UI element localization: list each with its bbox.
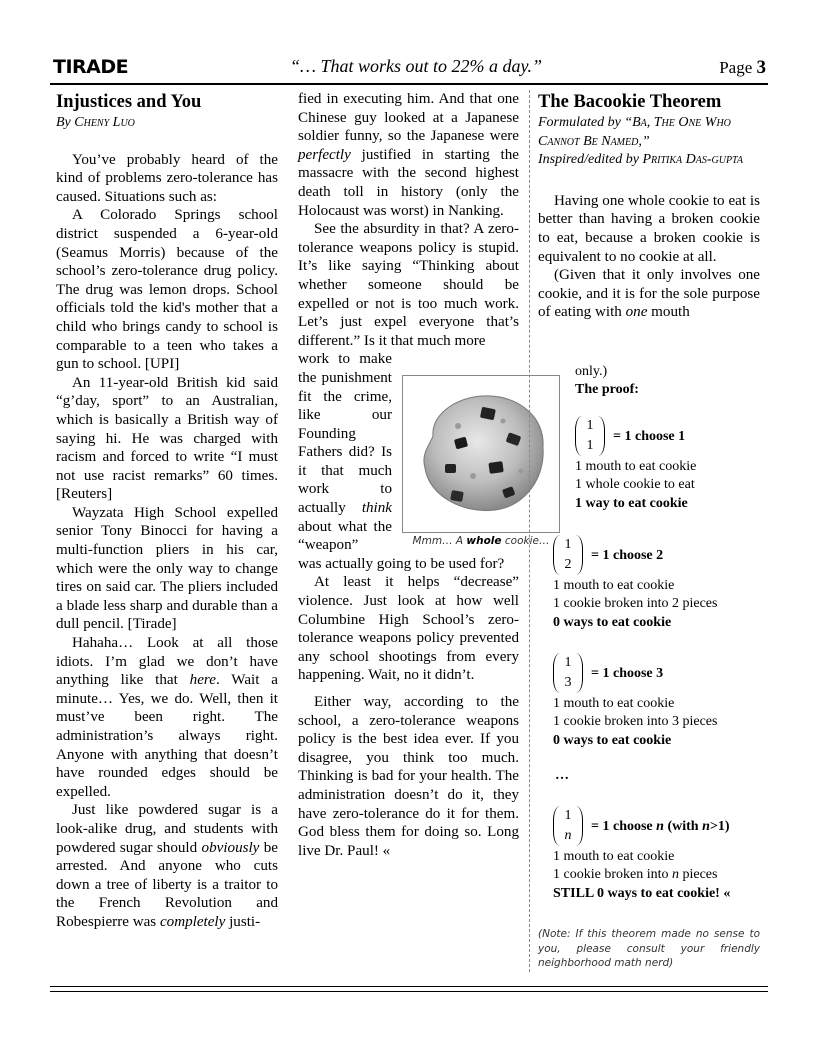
text: >1) <box>709 818 730 834</box>
page-number <box>719 57 766 79</box>
binom-top: 1 <box>564 537 572 552</box>
article-title: The Bacookie Theorem <box>538 92 722 112</box>
caption-emphasis: whole <box>466 535 502 547</box>
footer-rule <box>50 986 768 987</box>
text: . Wait a minute… Yes, we do. Well, then it must’ve been right. The administration’s always right. Anyone with anything that doesn’t have rounded edges should be expelled. <box>56 672 278 800</box>
emphasis: obviously <box>201 839 260 856</box>
article-title: Injustices and You <box>56 92 202 112</box>
byline <box>56 114 278 133</box>
proof-case-2 <box>553 535 717 632</box>
case-line: 1 cookie broken into 2 pieces <box>553 596 718 612</box>
case-line <box>553 866 730 884</box>
variable: n <box>656 818 664 834</box>
binom-top: 1 <box>564 808 572 823</box>
cookie-figure <box>402 375 560 553</box>
text: Hahaha… Look at all those idiots. I’m glad we don’t have anything like that <box>56 635 278 689</box>
figure-caption <box>402 535 560 547</box>
emphasis: one <box>625 304 648 321</box>
binom-bottom: 1 <box>586 438 594 453</box>
case-line: 1 mouth to eat cookie <box>553 696 675 711</box>
binom-bottom: 3 <box>564 675 572 690</box>
binom-bottom: n <box>564 828 572 843</box>
paragraph: At least it helps “decrease” violence. Just look at how well Columbine High School’s zero-tolerance weapons policy prevented any school shootings from every happening. Wait, no it didn’t. <box>298 574 519 684</box>
choose-result <box>591 819 730 834</box>
byline-prefix: By <box>56 115 71 130</box>
credit-prefix: Formulated by <box>538 115 625 130</box>
page-number-value: 3 <box>756 57 766 78</box>
paragraph <box>538 266 760 322</box>
case-conclusion: 0 ways to eat cookie <box>553 732 672 748</box>
case-line: 1 mouth to eat cookie <box>553 849 675 864</box>
binom-bottom: 2 <box>564 557 572 572</box>
text: Just like powdered sugar is a look-alike drug, and students with powdered sugar should <box>56 802 278 856</box>
emphasis: perfectly <box>298 146 351 163</box>
paragraph: was actually going to be used for? <box>298 555 505 572</box>
proof-case-3 <box>553 653 717 750</box>
text: justified in starting the massacre with the second highest death toll in history (only the Holocaust was worst) in Nanking. <box>298 146 519 219</box>
article-injustices-col1 <box>56 90 278 932</box>
cookie-illustration <box>403 376 559 532</box>
footer-rule <box>50 991 768 992</box>
case-line: 1 cookie broken into 3 pieces <box>553 714 718 730</box>
tagline: “… That works out to 22% a day.” <box>290 56 543 76</box>
text: justi- <box>225 913 261 930</box>
credit-edited <box>538 151 760 170</box>
text: about what the “weapon” <box>298 518 392 554</box>
emphasis: think <box>361 500 392 517</box>
variable: n <box>671 867 679 883</box>
case-conclusion: STILL 0 ways to eat cookie! « <box>553 885 731 901</box>
case-conclusion: 1 way to eat cookie <box>575 495 688 511</box>
credit-name: “Ba, The One Who Cannot Be Named,” <box>538 115 731 149</box>
paragraph: An 11-year-old British kid said “g’day, sport” to an Australian, which is basically a British way of saying hi. He was charged with racism and forced to write “I must not use racist remarks” 60 times. [Reuters] <box>56 374 278 503</box>
case-line: 1 whole cookie to eat <box>575 477 695 493</box>
credit-formulated <box>538 114 760 151</box>
text: (Given that it only involves one cookie, and it is for the sole purpose of eating with <box>538 267 760 321</box>
binomial <box>553 653 583 695</box>
credit-name: Pritika Das-gupta <box>642 152 743 168</box>
text: (with <box>663 818 703 834</box>
proof-label: The proof: <box>575 382 639 398</box>
choose-result: = 1 choose 3 <box>591 665 664 681</box>
masthead: TIRADE <box>53 56 129 78</box>
cookie-image <box>402 375 560 533</box>
text: mouth <box>647 304 690 321</box>
proof-only: only.) <box>575 364 608 379</box>
case-conclusion: 0 ways to eat cookie <box>553 614 672 630</box>
text: See the absurdity in that? A zero-tolerance weapons policy is stupid. It’s like saying “Thinking about whether someone should be expelled or not is too much work. Let’s just expel everyone that’s different.” Is it that much more <box>298 221 519 349</box>
paragraph <box>298 90 519 220</box>
paragraph: A Colorado Springs school district suspended a 6-year-old (Seamus Morris) because of the school’s zero-tolerance drug policy. The drug was lemon drops. School officials told the kid's mother that a child who brings candy to school is comparable to a teen who takes a gun to school. [UPI] <box>56 207 278 373</box>
page-header <box>50 52 768 82</box>
paragraph: Wayzata High School expelled senior Tony Binocci for having a multi-function pliers in his car, which were the only way to change tires on said car. The pliers included a blade less sharp and durable than a dull pencil. [Tirade] <box>56 504 278 633</box>
footnote: (Note: If this theorem made no sense to you, please consult your friendly neighborhood math nerd) <box>538 928 760 969</box>
caption-text: cookie… <box>501 535 550 547</box>
paragraph <box>56 634 278 801</box>
header-rule <box>50 83 768 85</box>
variable: n <box>702 818 710 834</box>
text: fied in executing him. And that one Chinese guy looked at a Japanese soldier funny, so the Japanese were <box>298 91 519 145</box>
column-divider <box>529 90 530 972</box>
choose-result: = 1 choose 2 <box>591 547 664 563</box>
emphasis: completely <box>159 913 226 930</box>
case-line: 1 mouth to eat cookie <box>553 578 675 593</box>
case-line: 1 mouth to eat cookie <box>575 459 697 474</box>
paragraph <box>56 801 278 931</box>
text: be arrested. And anyone who cuts down a tree of liberty is a traitor to the French Revolution and Robespierre was <box>56 839 278 930</box>
text: work to make the punishment fit the crime, like our Founding Fathers did? Is it that much work to actually <box>298 351 392 517</box>
paragraph: Having one whole cookie to eat is better than having a broken cookie to eat, because a broken cookie is equivalent to no cookie at all. <box>538 192 760 265</box>
emphasis: here <box>189 672 216 689</box>
binom-top: 1 <box>564 655 572 670</box>
binomial <box>553 535 583 577</box>
caption-text: Mmm… A <box>412 535 467 547</box>
paragraph-wrap <box>298 350 392 555</box>
proof-intro <box>575 363 639 400</box>
choose-result: = 1 choose 1 <box>613 428 686 444</box>
binom-top: 1 <box>586 418 594 433</box>
text: pieces <box>678 867 718 883</box>
proof-case-n <box>553 806 730 903</box>
binomial <box>553 806 583 848</box>
text: 1 cookie broken into <box>553 867 672 883</box>
paragraph: Either way, according to the school, a zero-tolerance weapons policy is the best idea ever. If you disagree, you think too much. Thinking is bad for your health. The administration doesn’t do it, they have zero-tolerance do it for them. God bless them for doing so. Long live Dr. Paul! « <box>298 694 519 859</box>
proof-case-1 <box>575 416 696 513</box>
credit-prefix: Inspired/edited by <box>538 152 643 168</box>
paragraph <box>298 220 519 350</box>
proof-ellipsis: … <box>555 768 569 783</box>
binomial <box>575 416 605 458</box>
text: = 1 choose <box>591 818 657 834</box>
article-bacookie <box>538 90 760 322</box>
author: Cheny Luo <box>74 115 135 130</box>
paragraph: You’ve probably heard of the kind of problems zero-tolerance has caused. Situations such as: <box>56 151 278 205</box>
page-label: Page <box>719 58 753 77</box>
